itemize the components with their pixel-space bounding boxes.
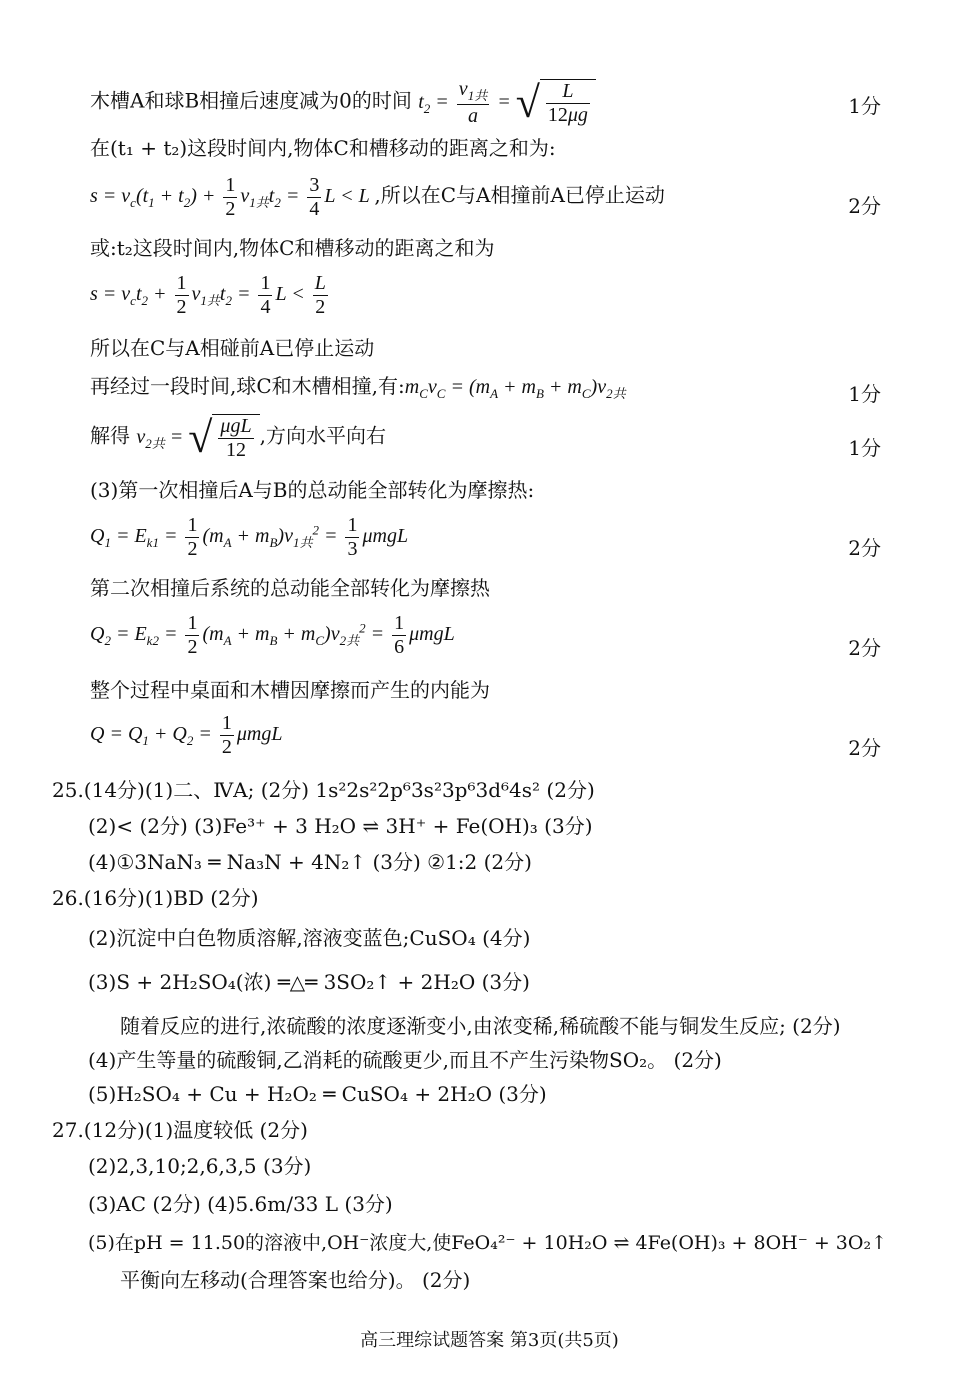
v2-equation: $v_{2共}$ = √ $\frac{\text{μgL}}{12}$	[136, 426, 259, 448]
q-equation: $Q = Q_1 + Q_2$ = $\frac{1}{2}$ μmgL	[90, 712, 283, 758]
line-v2: 解得 $v_{2共}$ = √ $\frac{\text{μgL}}{12}$ ,方向水平向右	[90, 413, 386, 462]
line-t2-text: 木槽A和球B相撞后速度减为0的时间	[90, 88, 412, 113]
page-footer: 高三理综试题答案 第3页(共5页)	[360, 1330, 619, 1351]
line-part3: (3)第一次相撞后A与B的总动能全部转化为摩擦热:	[90, 478, 535, 502]
sqrt: √ $\frac{L}{12\mu g}$	[516, 79, 596, 127]
line-internal-energy: 整个过程中桌面和木槽因摩擦而产生的内能为	[90, 678, 490, 702]
line-q2	[90, 612, 455, 659]
q26-line-1: 26.(16分)(1)BD (2分)	[52, 886, 259, 910]
q27-line-2: (2)2,3,10;2,6,3,5 (3分)	[88, 1154, 312, 1178]
line-t2-time	[90, 78, 596, 128]
score: 1分	[848, 382, 881, 406]
t2-equation: $t_2$ = $\frac{v_{1共}}{a}$ = √ $\frac{L}{12\mu g}$	[418, 91, 596, 113]
score: 2分	[848, 736, 881, 760]
line-q1	[90, 514, 408, 561]
score: 2分	[848, 194, 881, 218]
line-q	[90, 712, 282, 759]
q25-line-3: (4)①3NaN₃ ═ Na₃N + 4N₂↑ (3分) ②1:2 (2分)	[88, 850, 532, 874]
score: 2分	[848, 636, 881, 660]
score: 1分	[848, 436, 881, 460]
line-alt: 或:t₂这段时间内,物体C和槽移动的距离之和为	[90, 236, 495, 260]
line-t1t2: 在(t₁ + t₂)这段时间内,物体C和槽移动的距离之和为:	[90, 136, 556, 160]
q25-line-1: 25.(14分)(1)二、ⅣA; (2分) 1s²2s²2p⁶3s²3p⁶3d⁶4s² (2分)	[52, 778, 595, 802]
momentum-equation: $m_Cv_C = (m_A + m_B + m_C)v_{2共}$	[404, 376, 626, 401]
line-conclusion: 所以在C与A相碰前A已停止运动	[90, 336, 375, 360]
q26-line-2: (2)沉淀中白色物质溶解,溶液变蓝色;CuSO₄ (4分)	[88, 926, 531, 950]
q27-line-1: 27.(12分)(1)温度较低 (2分)	[52, 1118, 308, 1142]
alt-equation: $s = v_ct_2$ + $\frac{1}{2}$ $v_{1共}t_2$ = $\frac{1}{4}$ L < $\frac{L}{2}$	[90, 272, 326, 318]
q2-equation: $Q_2 = E_{k2}$ = $\frac{1}{2}$ $(m_A + m_B + m_C)v_{2共}^2$ = $\frac{1}{6}$ μmgL	[90, 612, 455, 658]
s-conclusion: ,所以在C与A相撞前A已停止运动	[374, 183, 665, 208]
line-second: 第二次相撞后系统的总动能全部转化为摩擦热	[90, 576, 490, 600]
q27-line-5: 平衡向左移动(合理答案也给分)。 (2分)	[120, 1268, 471, 1292]
q25-line-2: (2)< (2分) (3)Fe³⁺ + 3 H₂O ⇌ 3H⁺ + Fe(OH)₃ (3分)	[88, 814, 593, 838]
q1-equation: $Q_1 = E_{k1}$ = $\frac{1}{2}$ $(m_A + m_B)v_{1共}^2$ = $\frac{1}{3}$ μmgL	[90, 514, 409, 560]
fraction: $\frac{v_{1共}}{a}$	[458, 78, 488, 127]
line-alt-equation	[90, 272, 331, 319]
line-momentum: 再经过一段时间,球C和木槽相撞,有$:m_Cv_C = (m_A + m_B + m_C)v_{2共}$	[90, 374, 626, 401]
s-equation: $s = v_c(t_1 + t_2)$ + $\frac{1}{2}$ $v_{1共}t_2$ = $\frac{3}{4}$ L < L	[90, 174, 375, 220]
score: 2分	[848, 536, 881, 560]
q27-line-4: (5)在pH = 11.50的溶液中,OH⁻浓度大,使FeO₄²⁻ + 10H₂O ⇌ 4Fe(OH)₃ + 8OH⁻ + 3O₂↑	[88, 1232, 887, 1254]
score: 1分	[848, 94, 881, 118]
q26-line-5: (4)产生等量的硫酸铜,乙消耗的硫酸更少,而且不产生污染物SO₂。 (2分)	[88, 1048, 722, 1072]
q27-line-3: (3)AC (2分) (4)5.6m/33 L (3分)	[88, 1192, 393, 1216]
q26-line-3: (3)S + 2H₂SO₄(浓) ═△═ 3SO₂↑ + 2H₂O (3分)	[88, 970, 530, 994]
q26-line-4: 随着反应的进行,浓硫酸的浓度逐渐变小,由浓变稀,稀硫酸不能与铜发生反应; (2分)	[120, 1014, 841, 1038]
q26-line-6: (5)H₂SO₄ + Cu + H₂O₂ ═ CuSO₄ + 2H₂O (3分)	[88, 1082, 547, 1106]
line-s-equation	[90, 174, 665, 221]
